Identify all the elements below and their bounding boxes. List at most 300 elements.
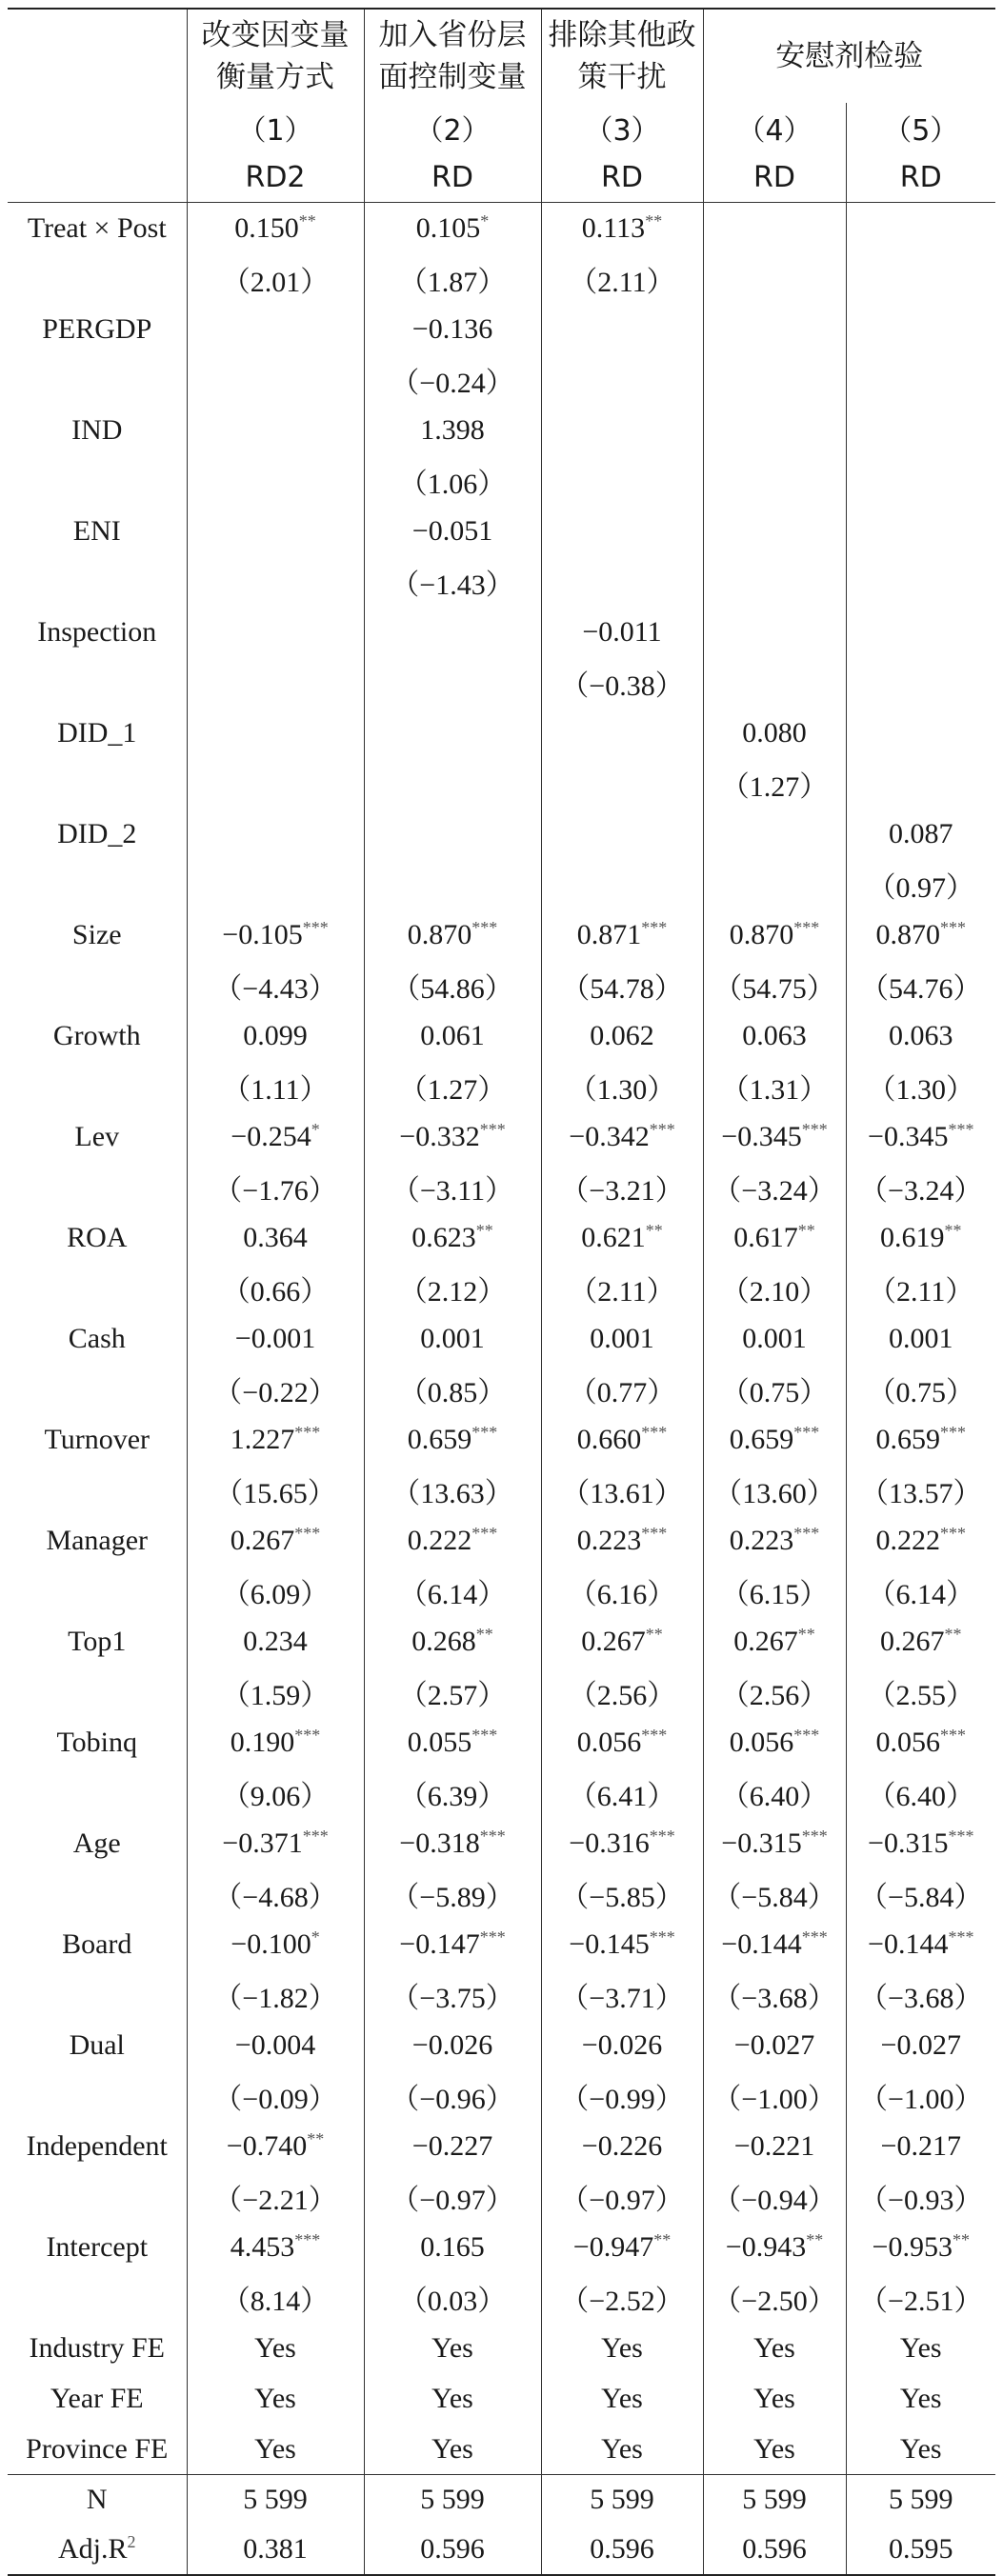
coef-value: −0.105 xyxy=(222,918,303,950)
coef-cell xyxy=(703,708,846,758)
coef-cell xyxy=(187,1111,364,1162)
coef-value: 0.870 xyxy=(729,918,794,950)
tstat-cell: （−1.43） xyxy=(364,556,541,607)
coef-cell xyxy=(846,2121,995,2171)
coef-cell xyxy=(187,203,364,254)
tstat-cell: （1.27） xyxy=(364,1061,541,1111)
coef-value: −0.318 xyxy=(399,1827,480,1859)
tstat-cell: （−0.24） xyxy=(364,354,541,405)
variable-name: Independent xyxy=(8,2121,187,2171)
tstat-cell: （8.14） xyxy=(187,2272,364,2323)
coef-value: 0.267 xyxy=(581,1625,646,1657)
tstat-label-empty xyxy=(8,960,187,1010)
significance-stars: ** xyxy=(944,1220,962,1240)
coef-cell xyxy=(541,2020,703,2070)
col-dep-5: RD xyxy=(899,160,942,194)
coef-cell xyxy=(364,1414,541,1465)
significance-stars: ** xyxy=(298,210,316,230)
significance-stars: *** xyxy=(801,1119,828,1139)
tstat-cell: （1.11） xyxy=(187,1061,364,1111)
n-label: N xyxy=(8,2475,187,2526)
coef-value: 0.099 xyxy=(243,1019,308,1051)
coef-cell xyxy=(364,2222,541,2272)
coef-cell xyxy=(364,708,541,758)
coef-value: −0.004 xyxy=(234,2028,316,2061)
coef-cell xyxy=(846,1212,995,1263)
coef-row xyxy=(8,809,995,859)
coef-row xyxy=(8,607,995,657)
coef-cell xyxy=(703,1010,846,1061)
coef-value: 0.087 xyxy=(889,817,953,849)
coef-value: 0.105 xyxy=(415,211,481,244)
coef-cell xyxy=(703,304,846,354)
coef-cell xyxy=(187,1010,364,1061)
tstat-row xyxy=(8,657,995,708)
coef-cell xyxy=(846,1717,995,1767)
tstat-cell: （6.40） xyxy=(867,1780,974,1812)
significance-stars: ** xyxy=(645,1220,663,1240)
coef-cell xyxy=(364,2121,541,2171)
tstat-cell: （0.75） xyxy=(703,1364,846,1414)
variable-name: Growth xyxy=(8,1010,187,1061)
significance-stars: *** xyxy=(948,1826,974,1846)
r2-label xyxy=(8,2525,187,2575)
tstat-cell xyxy=(541,455,703,506)
tstat-cell: （6.39） xyxy=(364,1767,541,1818)
coef-cell xyxy=(846,506,995,556)
significance-stars: *** xyxy=(641,917,668,937)
coef-cell xyxy=(846,809,995,859)
coef-value: 0.267 xyxy=(230,1524,295,1556)
significance-stars: *** xyxy=(649,1927,675,1947)
coef-row xyxy=(8,203,995,254)
significance-stars: *** xyxy=(641,1523,668,1543)
variable-name: ENI xyxy=(8,506,187,556)
significance-stars: ** xyxy=(797,1624,815,1644)
coef-row xyxy=(8,2020,995,2070)
coef-value: −0.254 xyxy=(231,1120,311,1152)
coef-cell xyxy=(541,809,703,859)
significance-stars: *** xyxy=(793,1725,820,1745)
variable-name: Cash xyxy=(8,1313,187,1364)
tstat-cell: （1.06） xyxy=(364,455,541,506)
coef-cell xyxy=(846,1111,995,1162)
tstat-label-empty xyxy=(8,1061,187,1111)
coef-value: −0.227 xyxy=(411,2129,493,2162)
tstat-cell xyxy=(703,253,846,304)
coef-cell xyxy=(364,1818,541,1868)
significance-stars: *** xyxy=(801,1927,828,1947)
coef-cell xyxy=(846,1313,995,1364)
significance-stars: *** xyxy=(940,1422,966,1442)
coef-cell xyxy=(846,708,995,758)
tstat-cell: （−0.93） xyxy=(859,2184,983,2216)
coef-cell xyxy=(187,1313,364,1364)
coef-value: −0.026 xyxy=(411,2028,493,2061)
tstat-cell: （−5.84） xyxy=(703,1868,846,1919)
tstat-row xyxy=(8,455,995,506)
tstat-cell: （2.01） xyxy=(187,253,364,304)
coef-cell xyxy=(541,1818,703,1868)
coef-value: −0.100 xyxy=(231,1927,311,1960)
coef-cell xyxy=(187,506,364,556)
coefficient-rows xyxy=(8,203,995,2324)
variable-name: Lev xyxy=(8,1111,187,1162)
coef-value: 0.234 xyxy=(243,1625,308,1657)
tstat-cell: （6.41） xyxy=(541,1767,703,1818)
n-value: 5 599 xyxy=(364,2475,541,2526)
coef-value: 0.080 xyxy=(742,716,807,749)
col-num-3: （3） xyxy=(541,103,703,152)
coef-row xyxy=(8,1212,995,1263)
tstat-row xyxy=(8,1364,995,1414)
coef-cell xyxy=(846,203,995,254)
fixed-effect-name: Province FE xyxy=(8,2424,187,2475)
fixed-effect-value: Yes xyxy=(541,2373,703,2424)
coef-cell xyxy=(541,1010,703,1061)
coef-cell xyxy=(187,2020,364,2070)
tstat-cell xyxy=(187,556,364,607)
coef-value: 0.063 xyxy=(742,1019,807,1051)
tstat-cell: （1.31） xyxy=(703,1061,846,1111)
coef-value: 0.660 xyxy=(576,1423,642,1455)
header-corner xyxy=(8,9,187,203)
tstat-cell: （6.14） xyxy=(364,1566,541,1616)
significance-stars: * xyxy=(480,210,490,230)
coef-cell xyxy=(364,1313,541,1364)
tstat-cell: （−5.85） xyxy=(541,1868,703,1919)
coef-row xyxy=(8,1111,995,1162)
coef-cell xyxy=(703,1212,846,1263)
coef-cell xyxy=(541,506,703,556)
tstat-cell xyxy=(846,657,995,708)
tstat-cell: （15.65） xyxy=(187,1465,364,1515)
tstat-label-empty xyxy=(8,1263,187,1313)
coef-value: 0.061 xyxy=(420,1019,485,1051)
tstat-cell: （2.11） xyxy=(541,1263,703,1313)
regression-table xyxy=(8,8,995,2576)
fixed-effect-value: Yes xyxy=(899,2331,942,2364)
coef-cell xyxy=(541,1616,703,1667)
coef-cell xyxy=(703,1414,846,1465)
coef-cell xyxy=(541,1515,703,1566)
coef-cell xyxy=(364,909,541,960)
tstat-cell: （6.16） xyxy=(541,1566,703,1616)
coef-cell xyxy=(364,1010,541,1061)
coef-value: −0.953 xyxy=(872,2230,953,2263)
tstat-row xyxy=(8,253,995,304)
tstat-cell: （6.15） xyxy=(703,1566,846,1616)
coef-value: 0.056 xyxy=(576,1726,642,1758)
tstat-cell: （−3.75） xyxy=(364,1969,541,2020)
significance-stars: *** xyxy=(649,1826,675,1846)
tstat-row xyxy=(8,960,995,1010)
col-num-1: （1） xyxy=(187,103,364,152)
coef-cell xyxy=(364,304,541,354)
tstat-label-empty xyxy=(8,455,187,506)
tstat-cell xyxy=(187,859,364,909)
coef-row xyxy=(8,1818,995,1868)
fixed-effect-value: Yes xyxy=(187,2373,364,2424)
coef-value: 4.453 xyxy=(230,2230,295,2263)
fixed-effect-row xyxy=(8,2424,995,2475)
coef-value: −0.145 xyxy=(569,1927,650,1960)
tstat-cell: （−2.52） xyxy=(541,2272,703,2323)
tstat-label-empty xyxy=(8,859,187,909)
tstat-cell: （−5.84） xyxy=(859,1881,983,1913)
coef-cell xyxy=(846,607,995,657)
tstat-cell: （−4.43） xyxy=(187,960,364,1010)
tstat-cell: （−1.76） xyxy=(187,1162,364,1212)
tstat-cell xyxy=(187,657,364,708)
coef-row xyxy=(8,1010,995,1061)
significance-stars: *** xyxy=(793,917,820,937)
coef-value: 0.619 xyxy=(880,1221,945,1253)
coef-cell xyxy=(541,2121,703,2171)
tstat-row xyxy=(8,859,995,909)
col-num-2: （2） xyxy=(364,103,541,152)
significance-stars: *** xyxy=(471,1523,498,1543)
tstat-cell: （0.75） xyxy=(867,1376,974,1408)
variable-name: Board xyxy=(8,1919,187,1969)
tstat-label-empty xyxy=(8,1566,187,1616)
significance-stars: ** xyxy=(475,1624,493,1644)
header-group-1: 改变因变量衡量方式 xyxy=(187,9,364,103)
coef-cell xyxy=(364,1616,541,1667)
tstat-cell: （−3.68） xyxy=(703,1969,846,2020)
coef-row xyxy=(8,1717,995,1767)
significance-stars: *** xyxy=(302,917,329,937)
coef-value: 0.223 xyxy=(729,1524,794,1556)
coef-cell xyxy=(187,1818,364,1868)
coef-cell xyxy=(364,1212,541,1263)
significance-stars: *** xyxy=(479,1119,506,1139)
coef-value: 0.190 xyxy=(230,1726,295,1758)
tstat-label-empty xyxy=(8,1969,187,2020)
coef-value: −0.332 xyxy=(399,1120,480,1152)
tstat-label-empty xyxy=(8,1667,187,1717)
coef-value: −0.316 xyxy=(569,1827,650,1859)
significance-stars: ** xyxy=(797,1220,815,1240)
significance-stars: *** xyxy=(479,1927,506,1947)
coef-cell xyxy=(703,1717,846,1767)
tstat-label-empty xyxy=(8,253,187,304)
coef-value: 0.001 xyxy=(590,1322,654,1354)
header-group-2: 加入省份层面控制变量 xyxy=(364,9,541,103)
coef-value: −0.221 xyxy=(733,2129,815,2162)
tstat-cell: （54.86） xyxy=(364,960,541,1010)
tstat-cell xyxy=(187,354,364,405)
fixed-effect-value: Yes xyxy=(541,2424,703,2475)
significance-stars: *** xyxy=(294,1422,321,1442)
tstat-label-empty xyxy=(8,2272,187,2323)
coef-cell xyxy=(541,1717,703,1767)
col-num-5: （5） xyxy=(883,114,959,148)
tstat-cell xyxy=(541,354,703,405)
tstat-cell: （−2.21） xyxy=(187,2171,364,2222)
significance-stars: ** xyxy=(952,2229,970,2249)
tstat-cell: （0.66） xyxy=(187,1263,364,1313)
coef-cell xyxy=(364,405,541,455)
variable-name: Treat × Post xyxy=(8,203,187,254)
coef-cell xyxy=(846,1515,995,1566)
tstat-cell: （1.30） xyxy=(867,1073,974,1106)
coef-cell xyxy=(846,1010,995,1061)
tstat-row xyxy=(8,1868,995,1919)
col-num-4: （4） xyxy=(703,103,846,152)
coef-value: 0.056 xyxy=(729,1726,794,1758)
variable-name: PERGDP xyxy=(8,304,187,354)
significance-stars: * xyxy=(311,1119,320,1139)
coef-row xyxy=(8,1515,995,1566)
tstat-cell xyxy=(703,859,846,909)
fixed-effect-name: Year FE xyxy=(8,2373,187,2424)
coef-cell xyxy=(364,203,541,254)
significance-stars: *** xyxy=(793,1523,820,1543)
col-dep-2: RD xyxy=(364,152,541,203)
tstat-row xyxy=(8,2070,995,2121)
coef-value: −0.740 xyxy=(226,2129,308,2162)
tstat-cell xyxy=(541,859,703,909)
coef-cell xyxy=(703,1919,846,1969)
tstat-cell xyxy=(846,253,995,304)
r2-value: 0.595 xyxy=(846,2525,995,2575)
coef-cell xyxy=(703,607,846,657)
significance-stars: *** xyxy=(641,1422,668,1442)
significance-stars: *** xyxy=(641,1725,668,1745)
tstat-cell: （−0.97） xyxy=(541,2171,703,2222)
tstat-cell: （0.85） xyxy=(364,1364,541,1414)
coef-value: 0.659 xyxy=(407,1423,472,1455)
tstat-cell xyxy=(846,758,995,809)
coef-value: 1.227 xyxy=(230,1423,295,1455)
coef-cell xyxy=(846,405,995,455)
coef-cell xyxy=(541,1111,703,1162)
coef-cell xyxy=(541,1919,703,1969)
variable-name: Tobinq xyxy=(8,1717,187,1767)
coef-value: −0.027 xyxy=(733,2028,815,2061)
tstat-cell: （2.11） xyxy=(868,1275,974,1308)
coef-value: 0.364 xyxy=(243,1221,308,1253)
tstat-row xyxy=(8,1061,995,1111)
significance-stars: *** xyxy=(471,1725,498,1745)
tstat-cell: （0.97） xyxy=(867,871,974,904)
tstat-cell xyxy=(541,758,703,809)
coef-cell xyxy=(541,909,703,960)
tstat-cell xyxy=(846,455,995,506)
tstat-cell xyxy=(541,556,703,607)
coef-value: 0.223 xyxy=(576,1524,642,1556)
coef-cell xyxy=(703,1616,846,1667)
coef-value: −0.947 xyxy=(572,2230,654,2263)
coef-cell xyxy=(541,2222,703,2272)
coef-cell xyxy=(703,203,846,254)
tstat-row xyxy=(8,354,995,405)
tstat-cell: （2.56） xyxy=(541,1667,703,1717)
tstat-label-empty xyxy=(8,1465,187,1515)
r2-value: 0.596 xyxy=(364,2525,541,2575)
coef-cell xyxy=(703,1111,846,1162)
tstat-cell: （−0.97） xyxy=(364,2171,541,2222)
coef-value: −0.315 xyxy=(868,1827,949,1859)
coef-value: −0.136 xyxy=(411,312,493,345)
tstat-row xyxy=(8,2171,995,2222)
tstat-cell: （−0.99） xyxy=(541,2070,703,2121)
coef-value: 0.165 xyxy=(420,2230,485,2263)
significance-stars: *** xyxy=(940,917,966,937)
variable-name: Intercept xyxy=(8,2222,187,2272)
fixed-effect-rows xyxy=(8,2323,995,2475)
coef-value: 1.398 xyxy=(420,413,485,446)
tstat-cell xyxy=(364,859,541,909)
fixed-effect-value: Yes xyxy=(364,2323,541,2373)
coef-cell xyxy=(364,1717,541,1767)
tstat-cell: （54.75） xyxy=(703,960,846,1010)
fixed-effect-value: Yes xyxy=(703,2373,846,2424)
r2-value: 0.596 xyxy=(541,2525,703,2575)
coef-cell xyxy=(703,2020,846,2070)
coef-value: 0.267 xyxy=(733,1625,798,1657)
tstat-cell: （2.12） xyxy=(364,1263,541,1313)
tstat-cell xyxy=(187,758,364,809)
summary-rows xyxy=(8,2475,995,2576)
r2-label-sup: 2 xyxy=(127,2532,136,2551)
coef-value: 0.062 xyxy=(590,1019,654,1051)
coef-value: 0.222 xyxy=(875,1524,940,1556)
coef-row xyxy=(8,304,995,354)
variable-name: DID_1 xyxy=(8,708,187,758)
coef-cell xyxy=(703,909,846,960)
tstat-cell xyxy=(846,556,995,607)
tstat-cell: （−1.00） xyxy=(703,2070,846,2121)
tstat-row xyxy=(8,2272,995,2323)
coef-cell xyxy=(703,2222,846,2272)
tstat-label-empty xyxy=(8,1162,187,1212)
significance-stars: *** xyxy=(302,1826,329,1846)
tstat-cell: （−1.82） xyxy=(187,1969,364,2020)
coef-value: 0.621 xyxy=(581,1221,646,1253)
variable-name: Top1 xyxy=(8,1616,187,1667)
coef-value: −0.026 xyxy=(581,2028,663,2061)
n-value: 5 599 xyxy=(541,2475,703,2526)
tstat-cell: （0.03） xyxy=(364,2272,541,2323)
coef-cell xyxy=(187,2121,364,2171)
coef-row xyxy=(8,405,995,455)
coef-value: 0.870 xyxy=(875,918,940,950)
tstat-cell: （−0.38） xyxy=(541,657,703,708)
coef-value: −0.943 xyxy=(725,2230,807,2263)
coef-value: 0.267 xyxy=(880,1625,945,1657)
coef-row xyxy=(8,909,995,960)
coef-value: 0.055 xyxy=(407,1726,472,1758)
tstat-cell: （1.27） xyxy=(703,758,846,809)
n-value: 5 599 xyxy=(703,2475,846,2526)
coef-value: −0.144 xyxy=(868,1927,949,1960)
coef-value: −0.217 xyxy=(880,2129,961,2162)
col-dep-3: RD xyxy=(541,152,703,203)
variable-name: Turnover xyxy=(8,1414,187,1465)
coef-cell xyxy=(846,1818,995,1868)
coef-value: 0.150 xyxy=(234,211,299,244)
coef-value: 0.870 xyxy=(407,918,472,950)
tstat-row xyxy=(8,1162,995,1212)
tstat-cell: （2.57） xyxy=(364,1667,541,1717)
coef-cell xyxy=(703,1818,846,1868)
tstat-cell: （−4.68） xyxy=(187,1868,364,1919)
coef-value: −0.342 xyxy=(569,1120,650,1152)
coef-cell xyxy=(187,304,364,354)
coef-row xyxy=(8,708,995,758)
